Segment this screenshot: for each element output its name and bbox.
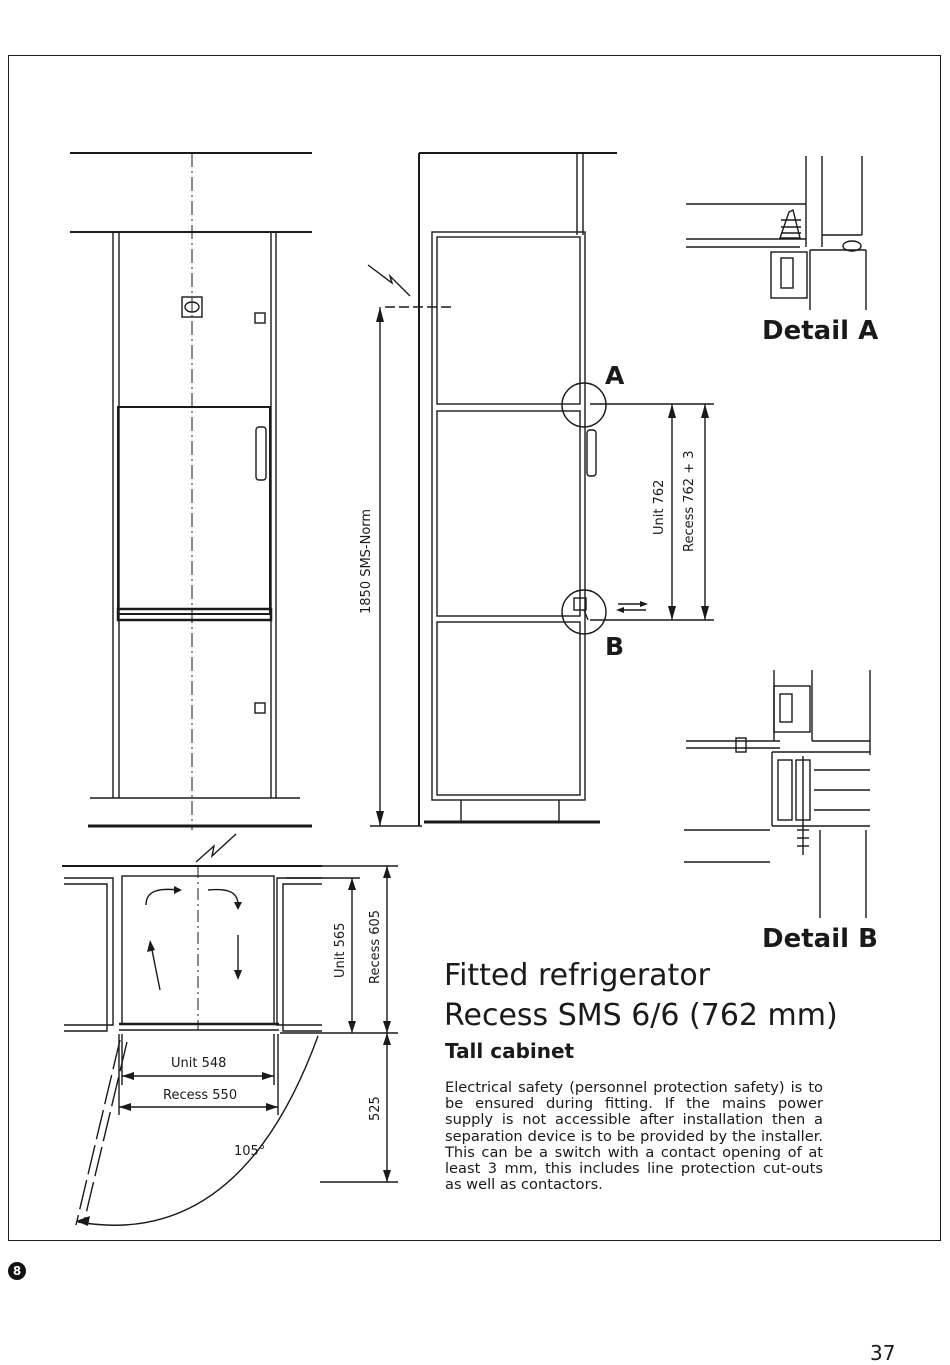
dimension-unit-548: Unit 548 [171, 1056, 227, 1071]
dimension-recess-550: Recess 550 [163, 1088, 238, 1103]
title-line-1: Fitted refrigerator [444, 958, 711, 993]
dimension-sms-norm: 1850 SMS-Norm [359, 508, 374, 614]
title-line-2: Recess SMS 6/6 (762 mm) [444, 998, 838, 1033]
dimension-recess-762: Recess 762 + 3 [682, 450, 697, 552]
detail-a-drawing [686, 156, 866, 310]
figure-number-badge: 8 [8, 1262, 26, 1280]
plan-view [62, 834, 398, 1226]
marker-b-label: B [605, 632, 625, 661]
angle-105-label: 105° [234, 1144, 266, 1159]
dimension-unit-762: Unit 762 [652, 479, 667, 535]
marker-a-label: A [605, 361, 625, 390]
safety-paragraph: Electrical safety (personnel protection safety) is to be ensured during fitting. If the mains power supply is not accessible after installation then a separation device is to be provided by the installer. This can be a switch with a contact opening of at least 3 mm, this includes line protection cut-outs as well as contactors. [445, 1079, 823, 1194]
dimension-recess-605: Recess 605 [368, 909, 383, 984]
dimension-525: 525 [368, 1096, 383, 1121]
subtitle: Tall cabinet [445, 1039, 575, 1063]
detail-a-label: Detail A [762, 316, 879, 346]
front-view [70, 153, 312, 830]
detail-b-drawing [684, 670, 870, 918]
dimension-unit-565: Unit 565 [333, 922, 348, 978]
detail-b-label: Detail B [762, 924, 878, 954]
page-number: 37 [870, 1341, 896, 1365]
